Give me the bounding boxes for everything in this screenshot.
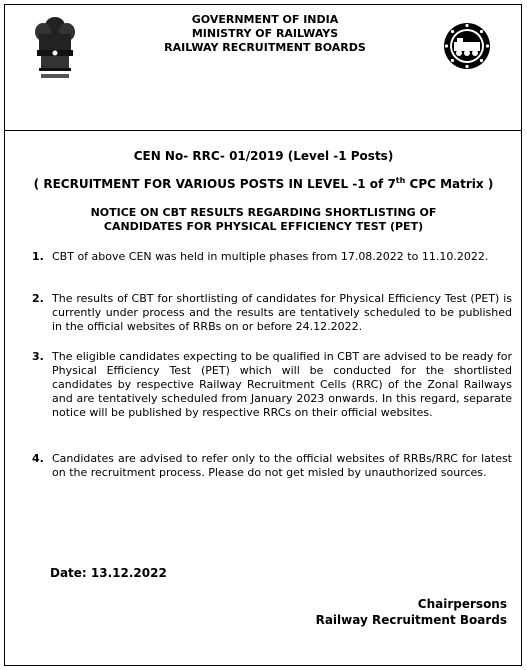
notice-date: Date: 13.12.2022 bbox=[50, 566, 167, 580]
item-text: Candidates are advised to refer only to the official websites of RRBs/RRC for latest on the recruitment process. Please do not get misled by unauthorized sources. bbox=[52, 452, 512, 479]
notice-title bbox=[0, 206, 527, 234]
govt-line: GOVERNMENT OF INDIA bbox=[191, 13, 339, 26]
ministry-line: MINISTRY OF RAILWAYS bbox=[191, 27, 339, 40]
recruitment-line bbox=[0, 176, 527, 191]
list-item bbox=[32, 350, 512, 420]
notice-title-line1: NOTICE ON CBT RESULTS REGARDING SHORTLISTING OF bbox=[90, 206, 437, 219]
list-item bbox=[32, 250, 512, 264]
recruitment-prefix: ( RECRUITMENT FOR VARIOUS POSTS IN LEVEL -1 of 7 bbox=[33, 177, 396, 191]
notice-title-line2: CANDIDATES FOR PHYSICAL EFFICIENCY TEST (PET) bbox=[103, 220, 424, 233]
recruitment-suffix: CPC Matrix ) bbox=[405, 177, 494, 191]
item-number: 1. bbox=[32, 250, 44, 263]
recruitment-sup: th bbox=[395, 176, 406, 185]
cen-number: CEN No- RRC- 01/2019 (Level -1 Posts) bbox=[133, 149, 394, 163]
item-text: The results of CBT for shortlisting of candidates for Physical Efficiency Test (PET) is currently under process and the results are tentatively scheduled to be published in the official websites of RRBs on or before 24.12.2022. bbox=[52, 292, 512, 333]
indian-railways-logo-icon bbox=[443, 22, 491, 70]
list-item bbox=[32, 292, 512, 334]
item-text: The eligible candidates expecting to be qualified in CBT are advised to be ready for Physical Efficiency Test (PET) which will be conducted for the shortlisted candidates by respective Railway Recruitment Cells (RRC) of the Zonal Railways and are tentatively scheduled from January 2023 onwards. In this regard, separate notice will be published by respective RRCs on their official websites. bbox=[52, 350, 512, 419]
signatory-office: Railway Recruitment Boards bbox=[315, 613, 507, 627]
signatory-title: Chairpersons bbox=[417, 597, 507, 611]
item-number: 3. bbox=[32, 350, 44, 363]
header-divider bbox=[4, 130, 522, 131]
list-item bbox=[32, 452, 512, 480]
item-text: CBT of above CEN was held in multiple phases from 17.08.2022 to 11.10.2022. bbox=[52, 250, 489, 263]
letterhead bbox=[120, 13, 410, 55]
signature-block bbox=[316, 596, 507, 628]
item-number: 2. bbox=[32, 292, 44, 305]
item-number: 4. bbox=[32, 452, 44, 465]
board-line: RAILWAY RECRUITMENT BOARDS bbox=[164, 41, 366, 54]
national-emblem-icon bbox=[27, 12, 83, 84]
